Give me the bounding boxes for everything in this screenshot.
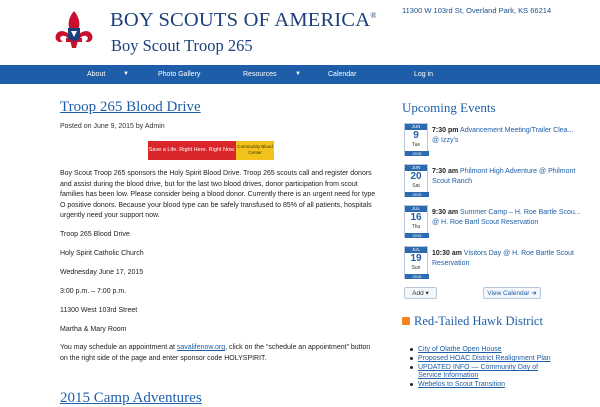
nav-item-log-in[interactable]: Log in (414, 71, 434, 78)
nav-item-about[interactable]: About (87, 71, 106, 78)
event-item[interactable] (404, 205, 581, 238)
event-item[interactable] (404, 246, 574, 279)
rss-list (410, 346, 560, 390)
site-header (0, 0, 600, 65)
post-title[interactable]: Troop 265 Blood Drive (60, 99, 201, 115)
nav-item-photo-gallery[interactable]: Photo Gallery (158, 71, 201, 78)
main-nav (0, 65, 600, 84)
post-line-event: Troop 265 Blood Drive (60, 231, 130, 238)
event-item[interactable] (404, 123, 574, 156)
banner-slogan: Save a Life. Right Here. Right Now. (148, 141, 236, 160)
troop-name[interactable]: Boy Scout Troop 265 (111, 36, 253, 55)
site-address: 11300 W 103rd St, Overland Park, KS 66214 (402, 6, 552, 15)
event-date-badge: JUN 9 Tue 2015 (404, 123, 428, 156)
nav-item-calendar[interactable]: Calendar (328, 71, 357, 78)
chevron-down-icon[interactable]: ▼ (295, 71, 301, 77)
org-name[interactable]: BOY SCOUTS OF AMERICA® (110, 9, 377, 31)
upcoming-events-title: Upcoming Events (402, 100, 496, 115)
nav-item-resources[interactable]: Resources (243, 71, 277, 78)
post-line-street: 11300 West 103rd Street (60, 307, 138, 314)
post-meta: Posted on June 9, 2015 by Admin (60, 123, 165, 130)
post-line-date: Wednesday June 17, 2015 (60, 269, 144, 276)
post-line-place: Holy Spirit Catholic Church (60, 250, 144, 257)
rss-item[interactable]: Proposed HOAC District Realignment Plan (410, 355, 560, 363)
post-intro: Boy Scout Troop 265 sponsors the Holy Spirit Blood Drive. Troop 265 scouts call and register donors and assist during the blood drive, but for the last two blood drives, donor participation from scout families has been low. Please consider being a blood donor. Currently there is an urgent need for type O positive donors. Because your blood type can be safely transfused to 85% of all patients, hospitals urgently need your support now. (60, 170, 376, 219)
post-schedule: You may schedule an appointment at savalifenow.org, click on the “schedule an appointment” button on the right side of the page and enter sponsor code HOLYSPIRIT. (60, 344, 371, 362)
add-calendar-button[interactable]: Add ▾ (404, 287, 437, 299)
rss-item[interactable]: Webelos to Scout Transition (410, 381, 560, 389)
event-text[interactable]: 7:30 am Philmont High Adventure @ Philmont Scout Ranch (432, 168, 576, 185)
rss-item[interactable]: UPDATED INFO — Community Day of Service Information (410, 364, 560, 380)
rss-item[interactable]: City of Olathe Open House (410, 346, 560, 354)
savalifenow-link[interactable]: savalifenow.org (176, 344, 226, 351)
event-text[interactable]: 9:30 am Summer Camp – H. Roe Bartle Scou... @ H. Roe Bartl Scout Reservation (432, 209, 581, 226)
bsa-fleur-de-lis-logo[interactable] (50, 8, 98, 56)
event-date-badge: JUL 16 Thu 2015 (404, 205, 428, 238)
next-post-title[interactable]: 2015 Camp Adventures (60, 390, 202, 406)
event-text[interactable]: 7:30 pm Advancement Meeting/Trailer Clea... @ Izzy's (432, 127, 574, 144)
post-line-room: Martha & Mary Room (60, 326, 127, 333)
post-line-time: 3:00 p.m. – 7:00 p.m. (60, 288, 127, 295)
view-calendar-button[interactable]: View Calendar ➜ (483, 287, 541, 299)
banner-logo-text: Community Blood Center (236, 141, 274, 160)
chevron-down-icon[interactable]: ▼ (123, 71, 129, 77)
event-text[interactable]: 10:30 am Visitors Day @ H. Roe Bartle Scout Reservation (432, 250, 574, 267)
blood-center-banner[interactable] (148, 141, 274, 160)
event-date-badge: JUN 20 Sat 2015 (404, 164, 428, 197)
event-item[interactable] (404, 164, 576, 197)
rss-feed-title[interactable]: Red-Tailed Hawk District (414, 314, 543, 328)
event-date-badge: JUL 19 Sun 2015 (404, 246, 428, 279)
